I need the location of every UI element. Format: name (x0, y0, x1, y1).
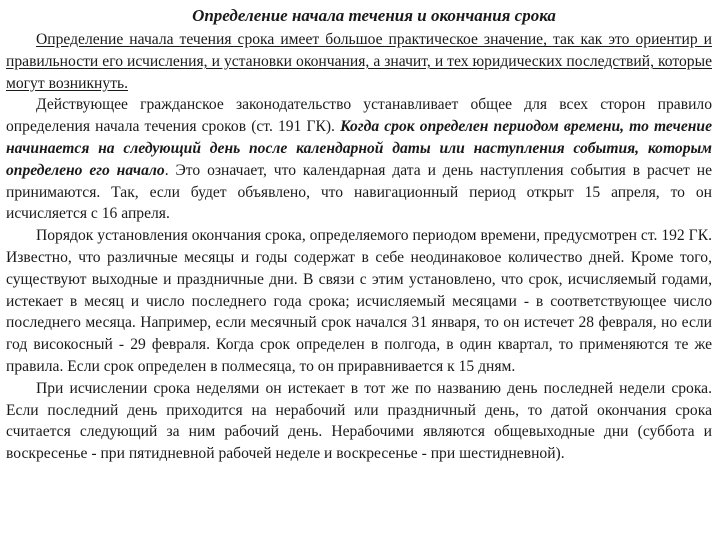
paragraph-start-rule-text: Действующее гражданское законодательство устанавливает общее для всех сторон правило определения начала течения сроков (ст. 191 ГК). (6, 96, 712, 136)
paragraph-start-rule-emphasis: Когда срок определен периодом времени, то течение начинается на следующий день после календарной даты или наступления события, которым определено его начало (6, 118, 712, 179)
document-title: Определение начала течения и окончания срока (192, 6, 556, 25)
paragraph-end-rule: Порядок установления окончания срока, определяемого периодом времени, предусмотрен ст. 192 ГК. Известно, что различные месяцы и годы содержат в себе неодинаковое количество дней. Кроме того, существуют выходные и праздничные дни. В связи с этим установлено, что срок, исчисляемый годами, истекает в месяц и число последнего года срока; исчисляемый месяцами - в соответствующее число последнего месяца. Например, если месячный срок начался 31 января, то он истечет 28 февраля, но если год високосный - 29 февраля. Когда срок определен в полгода, в один квартал, то применяются те же правила. Если срок определен в полмесяца, то он приравнивается к 15 дням. (6, 227, 712, 375)
paragraph-intro: Определение начала течения срока имеет большое практическое значение, так как это ориентир и правильности его исчисления, и установки окончания, а значит, и тех юридических последствий, которые могут возникнуть. (6, 31, 712, 92)
paragraph-start-rule-ending: . Это означает, что календарная дата и день наступления события в расчет не принимаются. Так, если будет объявлено, что навигационный период открыт 15 апреля, то он исчисляется с 16 апреля. (6, 161, 713, 223)
paragraph-weeks-rule: При исчислении срока неделями он истекает в тот же по названию день последней недели срока. Если последний день приходится на нерабочий или праздничный день, то датой окончания срока считается следующий за ним рабочий день. Нерабочими являются общевыходные дни (суббота и воскресенье - при пятидневной рабочей неделе и воскресенье - при шестидневной). (6, 379, 712, 463)
paragraph-start-rule (6, 94, 712, 225)
